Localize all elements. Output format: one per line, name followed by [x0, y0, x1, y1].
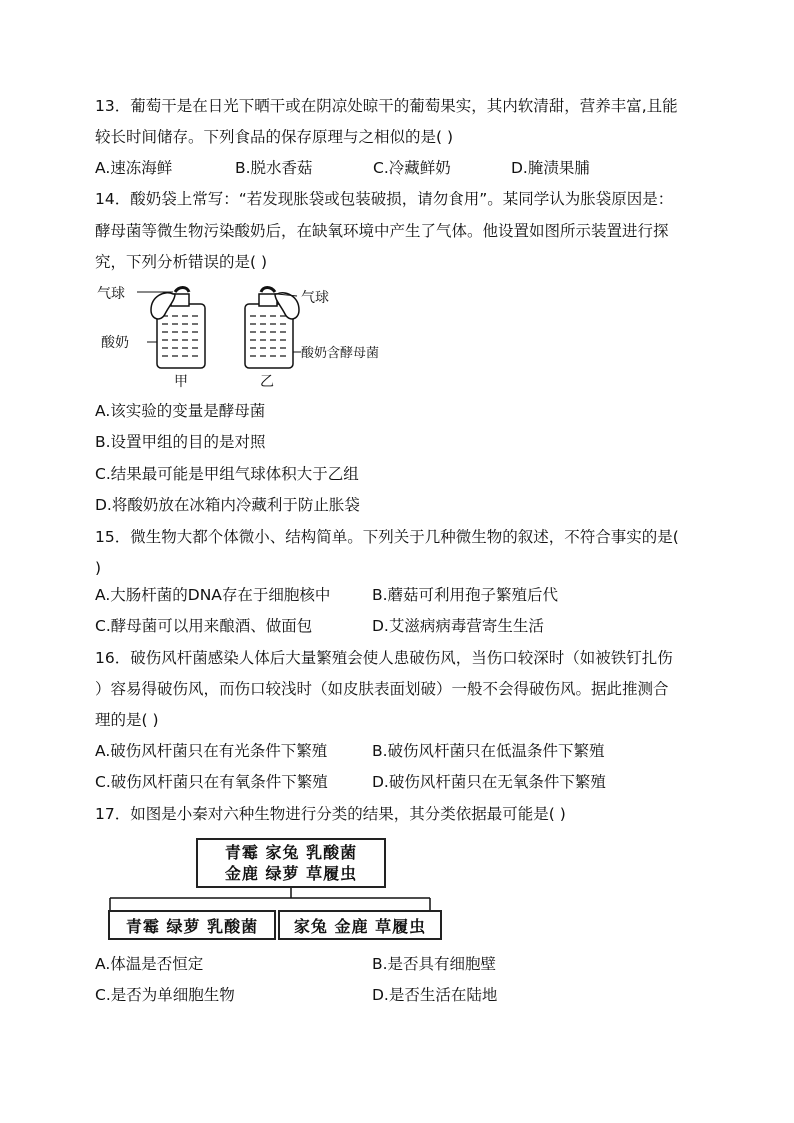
yogurt-experiment-figure	[95, 280, 385, 390]
bottle-name-yi: 乙	[260, 374, 274, 390]
q14-stem-line1: 14．酸奶袋上常写：“若发现胀袋或包装破损，请勿食用”。某同学认为胀袋原因是：	[95, 190, 674, 208]
q13-option-c[interactable]: C.冷藏鲜奶	[373, 159, 451, 177]
q14-option-b[interactable]: B.设置甲组的目的是对照	[95, 433, 266, 451]
q14-stem-line2: 酵母菌等微生物污染酸奶后，在缺氧环境中产生了气体。他设置如图所示装置进行探	[95, 222, 669, 240]
classification-right-box	[278, 910, 442, 940]
q16-option-b[interactable]: B.破伤风杆菌只在低温条件下繁殖	[372, 742, 605, 760]
bottle-name-jia: 甲	[174, 374, 188, 390]
right-group-text: 家兔 金鹿 草履虫	[293, 916, 427, 936]
balloon-label-jia: 气球	[97, 286, 125, 302]
q13-stem-line1: 13．葡萄干是在日光下晒干或在阴凉处晾干的葡萄果实，其内软清甜，营养丰富,且能	[95, 97, 678, 115]
q16-stem-line2: ）容易得破伤风，而伤口较浅时（如皮肤表面划破）一般不会得破伤风。据此推测合	[95, 680, 669, 698]
q15-option-d[interactable]: D.艾滋病病毒营寄生生活	[372, 617, 544, 635]
q16-option-c[interactable]: C.破伤风杆菌只在有氧条件下繁殖	[95, 773, 328, 791]
contents-label-yi: 酸奶含酵母菌	[301, 346, 380, 361]
q16-stem-line1: 16．破伤风杆菌感染人体后大量繁殖会使人患破伤风，当伤口较深时（如被铁钉扎伤	[95, 649, 673, 667]
q15-stem-line1: 15．微生物大都个体微小、结构简单。下列关于几种微生物的叙述，不符合事实的是(	[95, 528, 679, 546]
q15-option-b[interactable]: B.蘑菇可利用孢子繁殖后代	[372, 586, 559, 604]
q14-option-a[interactable]: A.该实验的变量是酵母菌	[95, 402, 266, 420]
q13-option-d[interactable]: D.腌渍果脯	[511, 159, 590, 177]
q15-stem-line2: )	[95, 559, 102, 577]
q13-option-b[interactable]: B.脱水香菇	[235, 159, 313, 177]
q17-option-c[interactable]: C.是否为单细胞生物	[95, 986, 235, 1004]
classification-top-box	[196, 838, 386, 888]
q14-option-c[interactable]: C.结果最可能是甲组气球体积大于乙组	[95, 465, 359, 483]
left-group-text: 青霉 绿萝 乳酸菌	[125, 916, 259, 936]
q17-option-b[interactable]: B.是否具有细胞壁	[372, 955, 497, 973]
classification-left-box	[108, 910, 276, 940]
top-box-row1: 青霉 家兔 乳酸菌	[224, 843, 358, 862]
contents-label-jia: 酸奶	[101, 335, 129, 351]
top-box-row2: 金鹿 绿萝 草履虫	[224, 864, 358, 883]
q16-option-d[interactable]: D.破伤风杆菌只在无氧条件下繁殖	[372, 773, 606, 791]
q13-option-a[interactable]: A.速冻海鲜	[95, 159, 173, 177]
q14-stem-line3: 究，下列分析错误的是( )	[95, 253, 268, 271]
q14-option-d[interactable]: D.将酸奶放在冰箱内冷藏利于防止胀袋	[95, 496, 360, 514]
q16-stem-line3: 理的是( )	[95, 711, 159, 729]
classification-connector	[100, 888, 460, 912]
q17-option-a[interactable]: A.体温是否恒定	[95, 955, 204, 973]
q15-option-c[interactable]: C.酵母菌可以用来酿酒、做面包	[95, 617, 313, 635]
q16-option-a[interactable]: A.破伤风杆菌只在有光条件下繁殖	[95, 742, 328, 760]
balloon-label-yi: 气球	[301, 290, 329, 306]
q17-option-d[interactable]: D.是否生活在陆地	[372, 986, 498, 1004]
q13-stem-line2: 较长时间储存。下列食品的保存原理与之相似的是( )	[95, 128, 454, 146]
q17-stem-line1: 17．如图是小秦对六种生物进行分类的结果，其分类依据最可能是( )	[95, 805, 566, 823]
q15-option-a[interactable]: A.大肠杆菌的DNA存在于细胞核中	[95, 586, 331, 604]
